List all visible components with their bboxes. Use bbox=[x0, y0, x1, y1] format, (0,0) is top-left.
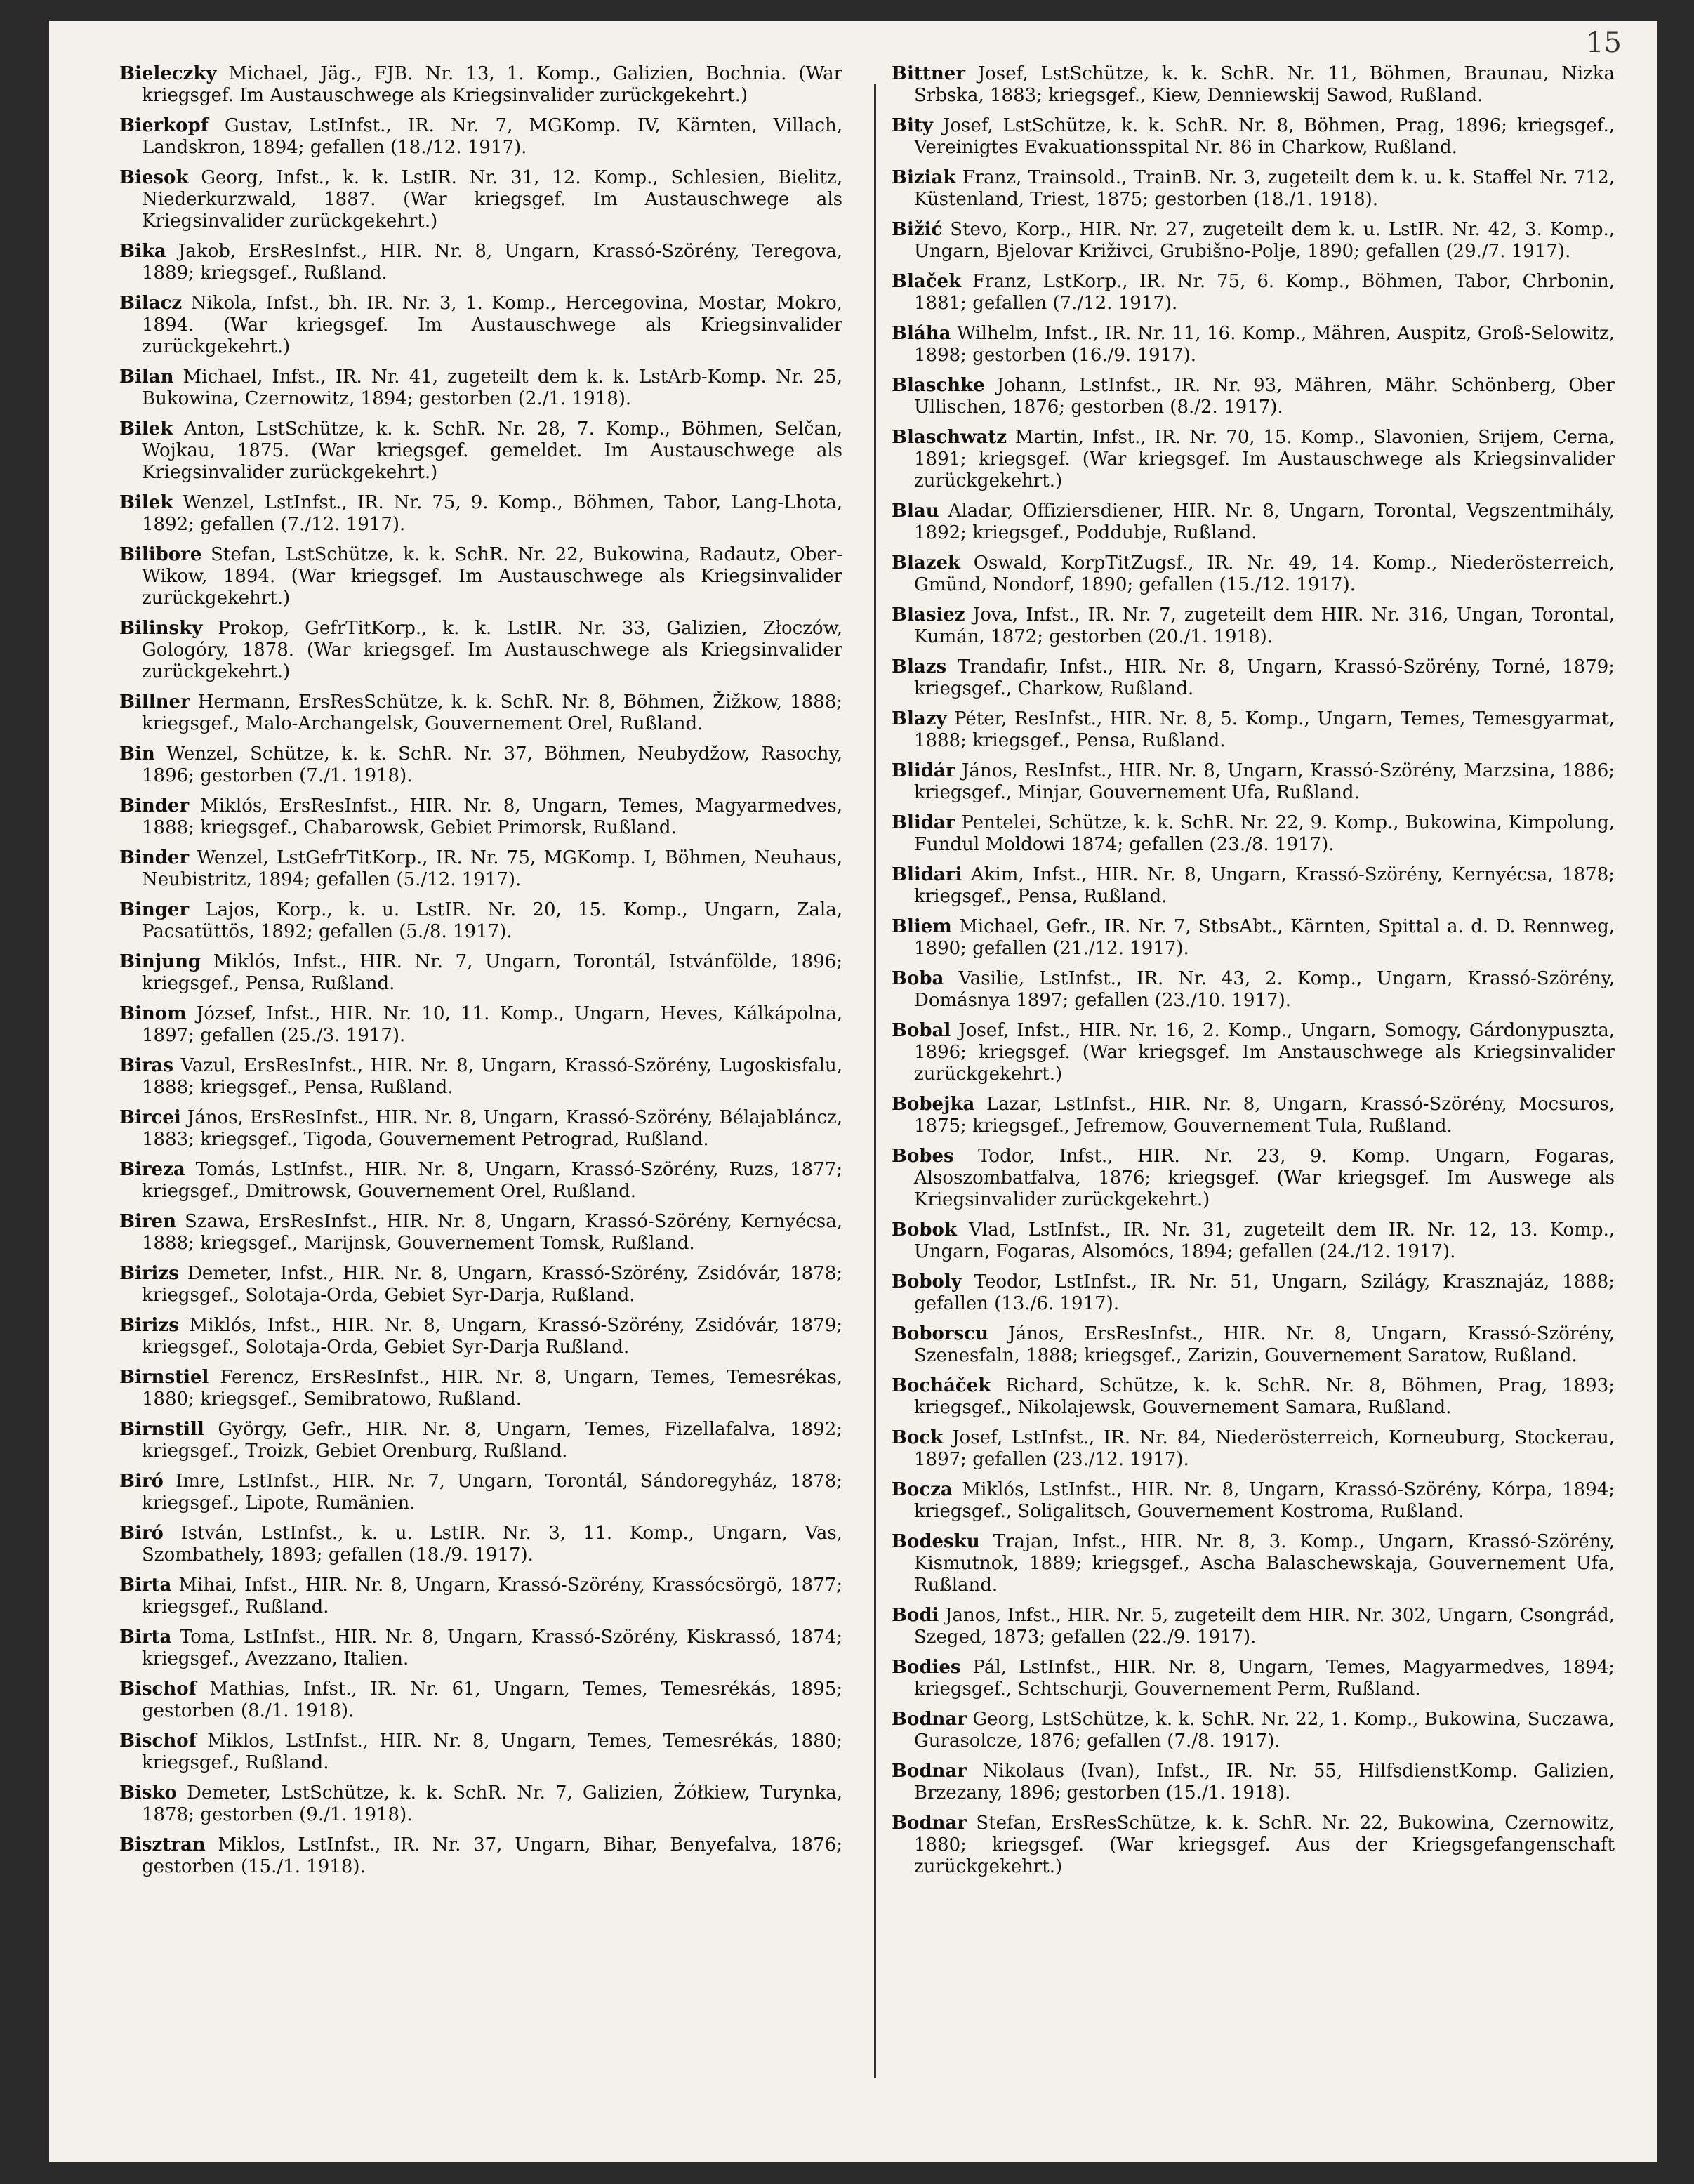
list-item bbox=[119, 293, 842, 358]
entry-surname: Bock bbox=[892, 1427, 944, 1448]
entry-surname: Blidari bbox=[892, 864, 962, 885]
list-item bbox=[892, 656, 1615, 700]
entry-surname: Binder bbox=[119, 847, 190, 868]
entry-details: Trandafir, Infst., HIR. Nr. 8, Ungarn, Krassó-Szörény, Torné, 1879; kriegsgef., Charkow, Rußland. bbox=[914, 656, 1615, 699]
entry-surname: Bisztran bbox=[119, 1834, 206, 1855]
entry-details: Pál, LstInfst., HIR. Nr. 8, Ungarn, Temes, Magyarmedves, 1894; kriegsgef., Schtschurji, Gouvernement Perm, Rußland. bbox=[914, 1657, 1615, 1700]
list-item bbox=[892, 63, 1615, 107]
entry-surname: Blidar bbox=[892, 812, 955, 833]
entry-details: Akim, Infst., HIR. Nr. 8, Ungarn, Krassó-Szörény, Kernyécsa, 1878; kriegsgef., Pensa, Rußland. bbox=[914, 864, 1615, 907]
list-item bbox=[119, 743, 842, 787]
entry-surname: Bodies bbox=[892, 1657, 961, 1678]
list-item bbox=[119, 63, 842, 107]
entry-details: Demeter, Infst., HIR. Nr. 8, Ungarn, Krassó-Szörény, Zsidóvár, 1878; kriegsgef., Solotaja-Orda, Gebiet Syr-Darja, Rußland. bbox=[142, 1263, 842, 1306]
entry-surname: Bilan bbox=[119, 366, 174, 388]
page-number: 15 bbox=[1586, 27, 1622, 59]
entry-surname: Blazy bbox=[892, 708, 947, 729]
list-item bbox=[119, 795, 842, 839]
entry-surname: Bilinsky bbox=[119, 618, 203, 639]
entry-details: Johann, LstInfst., IR. Nr. 93, Mähren, Mähr. Schönberg, Ober Ullischen, 1876; gestorben (8./2. 1917). bbox=[914, 375, 1615, 418]
entry-details: Franz, LstKorp., IR. Nr. 75, 6. Komp., Böhmen, Tabor, Chrbonin, 1881; gefallen (7./12. 1917). bbox=[914, 271, 1615, 314]
left-column bbox=[119, 63, 842, 2113]
entry-surname: Bilek bbox=[119, 418, 173, 439]
list-item bbox=[119, 1263, 842, 1306]
entry-surname: Bobes bbox=[892, 1146, 954, 1167]
entry-details: Miklós, LstInfst., HIR. Nr. 8, Ungarn, Krassó-Szörény, Kórpa, 1894; kriegsgef., Soligalitsch, Gouvernement Kostroma, Rußland. bbox=[914, 1479, 1615, 1522]
entry-details: Szawa, ErsResInfst., HIR. Nr. 8, Ungarn, Krassó-Szörény, Kernyécsa, 1888; kriegsgef., Marijnsk, Gouvernement Tomsk, Rußland. bbox=[142, 1211, 842, 1254]
entry-details: Janos, Infst., HIR. Nr. 5, zugeteilt dem HIR. Nr. 302, Ungarn, Csongrád, Szeged, 1873; gefallen (22./9. 1917). bbox=[914, 1605, 1615, 1648]
entry-details: Miklós, Infst., HIR. Nr. 8, Ungarn, Krassó-Szörény, Zsidóvár, 1879; kriegsgef., Solotaja-Orda, Gebiet Syr-Darja Rußland. bbox=[142, 1315, 842, 1358]
list-item bbox=[119, 899, 842, 943]
entry-details: Todor, Infst., HIR. Nr. 23, 9. Komp. Ungarn, Fogaras, Alsoszombatfalva, 1876; kriegsgef. (War kriegsgef. Im Auswege als Kriegsinvalider zurückgekehrt.) bbox=[914, 1146, 1615, 1210]
entry-details: Péter, ResInfst., HIR. Nr. 8, 5. Komp., Ungarn, Temes, Temesgyarmat, 1888; kriegsgef., Pensa, Rußland. bbox=[914, 708, 1615, 751]
entry-surname: Bischof bbox=[119, 1679, 197, 1700]
entry-surname: Bilek bbox=[119, 492, 173, 513]
entry-details: János, ErsResInfst., HIR. Nr. 8, Ungarn, Krassó-Szörény, Szenesfaln, 1888; kriegsgef., Zarizin, Gouvernement Saratow, Rußland. bbox=[914, 1323, 1615, 1366]
entry-surname: Bilacz bbox=[119, 293, 183, 314]
entry-details: Michael, Jäg., FJB. Nr. 13, 1. Komp., Galizien, Bochnia. (War kriegsgef. Im Austauschwege als Kriegsinvalider zurückgekehrt.) bbox=[142, 63, 842, 106]
entry-surname: Bláha bbox=[892, 323, 951, 344]
entry-details: Mihai, Infst., HIR. Nr. 8, Ungarn, Krassó-Szörény, Krassócsörgö, 1877; kriegsgef., Rußland. bbox=[142, 1575, 842, 1617]
entry-surname: Boborscu bbox=[892, 1323, 988, 1344]
entry-details: Josef, Infst., HIR. Nr. 16, 2. Komp., Ungarn, Somogy, Gárdonypuszta, 1896; kriegsgef. (War kriegsgef. Im Anstauschwege als Kriegsinvalider zurückgekehrt.) bbox=[914, 1020, 1615, 1085]
list-item bbox=[119, 366, 842, 410]
entry-surname: Birnstiel bbox=[119, 1367, 209, 1388]
list-item bbox=[892, 760, 1615, 804]
list-item bbox=[892, 1479, 1615, 1523]
entry-details: Lazar, LstInfst., HIR. Nr. 8, Ungarn, Krassó-Szörény, Mocsuros, 1875; kriegsgef., Jefremow, Gouvernement Tula, Rußland. bbox=[914, 1094, 1615, 1137]
entry-surname: Birizs bbox=[119, 1315, 179, 1336]
list-item bbox=[892, 427, 1615, 492]
document-page bbox=[49, 21, 1657, 2162]
list-item bbox=[119, 492, 842, 536]
list-item bbox=[119, 167, 842, 232]
right-column bbox=[892, 63, 1615, 2113]
entry-details: Wenzel, LstInfst., IR. Nr. 75, 9. Komp., Böhmen, Tabor, Lang-Lhota, 1892; gefallen (7./12. 1917). bbox=[142, 492, 842, 535]
entry-surname: Birizs bbox=[119, 1263, 179, 1284]
entry-surname: Bižić bbox=[892, 219, 943, 240]
entry-details: Demeter, LstSchütze, k. k. SchR. Nr. 7, Galizien, Żółkiew, Turynka, 1878; gestorben (9./1. 1918). bbox=[142, 1782, 842, 1825]
entry-details: Anton, LstSchütze, k. k. SchR. Nr. 28, 7. Komp., Böhmen, Selčan, Wojkau, 1875. (War kriegsgef. gemeldet. Im Austauschwege als Kriegsinvalider zurückgekehrt.) bbox=[142, 418, 842, 483]
list-item bbox=[119, 618, 842, 683]
entry-details: Tomás, LstInfst., HIR. Nr. 8, Ungarn, Krassó-Szörény, Ruzs, 1877; kriegsgef., Dmitrowsk, Gouvernement Orel, Rußland. bbox=[142, 1159, 842, 1202]
entry-details: Josef, LstSchütze, k. k. SchR. Nr. 11, Böhmen, Braunau, Nizka Srbska, 1883; kriegsgef., Kiew, Denniewskij Sawod, Rußland. bbox=[914, 63, 1615, 106]
column-divider bbox=[874, 84, 876, 2078]
list-item bbox=[892, 1813, 1615, 1878]
entry-surname: Birta bbox=[119, 1627, 172, 1648]
entry-surname: Bittner bbox=[892, 63, 966, 84]
list-item bbox=[892, 916, 1615, 960]
entry-details: Lajos, Korp., k. u. LstIR. Nr. 20, 15. Komp., Ungarn, Zala, Pacsatüttös, 1892; gefallen (5./8. 1917). bbox=[142, 899, 842, 942]
list-item bbox=[119, 1730, 842, 1774]
entry-surname: Bireza bbox=[119, 1159, 185, 1180]
list-item bbox=[892, 552, 1615, 596]
entry-surname: Bobejka bbox=[892, 1094, 975, 1115]
entry-surname: Blaček bbox=[892, 271, 962, 292]
entry-details: Nikolaus (Ivan), Infst., IR. Nr. 55, HilfsdienstKomp. Galizien, Brzezany, 1896; gestorben (15./1. 1918). bbox=[914, 1761, 1615, 1804]
entry-details: Stevo, Korp., HIR. Nr. 27, zugeteilt dem k. u. LstIR. Nr. 42, 3. Komp., Ungarn, Bjelovar Križivci, Grubišno-Polje, 1890; gefallen (29./7. 1917). bbox=[914, 219, 1615, 262]
entry-surname: Birta bbox=[119, 1575, 172, 1596]
entry-details: Franz, Trainsold., TrainB. Nr. 3, zugeteilt dem k. u. k. Staffel Nr. 712, Küstenland, Triest, 1875; gestorben (18./1. 1918). bbox=[914, 167, 1615, 210]
entry-surname: Bodesku bbox=[892, 1531, 980, 1552]
list-item bbox=[119, 1834, 842, 1878]
list-item bbox=[892, 812, 1615, 856]
entry-details: Oswald, KorpTitZugsf., IR. Nr. 49, 14. Komp., Niederösterreich, Gmünd, Nondorf, 1890; gefallen (15./12. 1917). bbox=[914, 552, 1615, 595]
list-item bbox=[892, 864, 1615, 908]
entry-details: Vazul, ErsResInfst., HIR. Nr. 8, Ungarn, Krassó-Szörény, Lugoskisfalu, 1888; kriegsgef., Pensa, Rußland. bbox=[142, 1055, 842, 1098]
entry-surname: Birnstill bbox=[119, 1419, 204, 1440]
entry-details: Wenzel, Schütze, k. k. SchR. Nr. 37, Böhmen, Neubydžow, Rasochy, 1896; gestorben (7./1. 1918). bbox=[142, 743, 842, 786]
entry-surname: Bika bbox=[119, 241, 166, 262]
entry-surname: Binger bbox=[119, 899, 190, 920]
entry-details: Gustav, LstInfst., IR. Nr. 7, MGKomp. IV, Kärnten, Villach, Landskron, 1894; gefallen (18./12. 1917). bbox=[142, 115, 842, 158]
entry-surname: Blazs bbox=[892, 656, 947, 677]
entry-details: Stefan, ErsResSchütze, k. k. SchR. Nr. 22, Bukowina, Czernowitz, 1880; kriegsgef. (War kriegsgef. Aus der Kriegsgefangenschaft zurückgekehrt.) bbox=[914, 1813, 1615, 1877]
list-item bbox=[119, 1107, 842, 1151]
entry-details: Toma, LstInfst., HIR. Nr. 8, Ungarn, Krassó-Szörény, Kiskrassó, 1874; kriegsgef., Avezzano, Italien. bbox=[142, 1627, 842, 1669]
entry-surname: Biró bbox=[119, 1523, 164, 1544]
entry-surname: Binjung bbox=[119, 951, 201, 972]
entry-surname: Bliem bbox=[892, 916, 952, 937]
list-item bbox=[119, 544, 842, 609]
entry-surname: Biró bbox=[119, 1471, 164, 1492]
entry-details: Richard, Schütze, k. k. SchR. Nr. 8, Böhmen, Prag, 1893; kriegsgef., Nikolajewsk, Gouvernement Samara, Rußland. bbox=[914, 1375, 1615, 1418]
list-item bbox=[892, 375, 1615, 418]
entry-details: Jakob, ErsResInfst., HIR. Nr. 8, Ungarn, Krassó-Szörény, Teregova, 1889; kriegsgef., Rußland. bbox=[142, 241, 842, 284]
list-item bbox=[892, 1094, 1615, 1137]
entry-details: Mathias, Infst., IR. Nr. 61, Ungarn, Temes, Temesrékás, 1895; gestorben (8./1. 1918). bbox=[142, 1679, 842, 1721]
entry-surname: Binom bbox=[119, 1003, 187, 1024]
list-item bbox=[119, 1523, 842, 1566]
list-item bbox=[119, 1003, 842, 1047]
list-item bbox=[119, 1679, 842, 1722]
entry-surname: Binder bbox=[119, 795, 190, 816]
list-item bbox=[892, 1709, 1615, 1752]
list-item bbox=[119, 1471, 842, 1514]
entry-details: János, ErsResInfst., HIR. Nr. 8, Ungarn, Krassó-Szörény, Bélajabláncz, 1883; kriegsgef., Tigoda, Gouvernement Petrograd, Rußland. bbox=[142, 1107, 842, 1150]
list-item bbox=[119, 847, 842, 891]
list-item bbox=[892, 1761, 1615, 1804]
entry-surname: Bieleczky bbox=[119, 63, 217, 84]
list-item bbox=[119, 1575, 842, 1618]
list-item bbox=[892, 968, 1615, 1012]
entry-details: Wenzel, LstGefrTitKorp., IR. Nr. 75, MGKomp. I, Böhmen, Neuhaus, Neubistritz, 1894; gefallen (5./12. 1917). bbox=[142, 847, 842, 890]
list-item bbox=[119, 1159, 842, 1203]
list-item bbox=[892, 1146, 1615, 1211]
entry-surname: Bisko bbox=[119, 1782, 177, 1804]
entry-surname: Bierkopf bbox=[119, 115, 209, 136]
entry-details: Stefan, LstSchütze, k. k. SchR. Nr. 22, Bukowina, Radautz, Ober-Wikow, 1894. (War kriegsgef. Im Austauschwege als Kriegsinvalider zurückgekehrt.) bbox=[142, 544, 842, 609]
entry-surname: Bin bbox=[119, 743, 155, 765]
entry-details: Georg, LstSchütze, k. k. SchR. Nr. 22, 1. Komp., Bukowina, Suczawa, Gurasolcze, 1876; gefallen (7./8. 1917). bbox=[914, 1709, 1615, 1752]
entry-surname: Biras bbox=[119, 1055, 174, 1076]
list-item bbox=[892, 604, 1615, 648]
entry-surname: Blasiez bbox=[892, 604, 965, 626]
entry-details: Nikola, Infst., bh. IR. Nr. 3, 1. Komp., Hercegovina, Mostar, Mokro, 1894. (War kriegsgef. Im Austauschwege als Kriegsinvalider zurückgekehrt.) bbox=[142, 293, 842, 357]
entry-details: Pentelei, Schütze, k. k. SchR. Nr. 22, 9. Komp., Bukowina, Kimpolung, Fundul Moldowi 1874; gefallen (23./8. 1917). bbox=[914, 812, 1615, 855]
list-item bbox=[119, 1367, 842, 1410]
list-item bbox=[119, 1419, 842, 1462]
list-item bbox=[892, 1020, 1615, 1085]
entry-details: József, Infst., HIR. Nr. 10, 11. Komp., Ungarn, Heves, Kálkápolna, 1897; gefallen (25./3. 1917). bbox=[142, 1003, 842, 1046]
entry-details: Michael, Gefr., IR. Nr. 7, StbsAbt., Kärnten, Spittal a. d. D. Rennweg, 1890; gefallen (21./12. 1917). bbox=[914, 916, 1615, 959]
entry-details: Georg, Infst., k. k. LstIR. Nr. 31, 12. Komp., Schlesien, Bielitz, Niederkurzwald, 1887. (War kriegsgef. Im Austauschwege als Kriegsinvalider zurückgekehrt.) bbox=[142, 167, 842, 232]
entry-surname: Bodnar bbox=[892, 1761, 967, 1782]
list-item bbox=[892, 271, 1615, 315]
entry-surname: Blazek bbox=[892, 552, 961, 574]
entry-surname: Bircei bbox=[119, 1107, 181, 1128]
entry-surname: Blaschwatz bbox=[892, 427, 1007, 448]
entry-surname: Biziak bbox=[892, 167, 956, 188]
list-item bbox=[892, 1605, 1615, 1648]
list-item bbox=[892, 167, 1615, 211]
list-item bbox=[892, 501, 1615, 544]
list-item bbox=[892, 1271, 1615, 1315]
entry-surname: Bodnar bbox=[892, 1813, 967, 1834]
entry-details: Miklós, Infst., HIR. Nr. 7, Ungarn, Torontál, Istvánfölde, 1896; kriegsgef., Pensa, Rußland. bbox=[142, 951, 842, 994]
entry-details: Prokop, GefrTitKorp., k. k. LstIR. Nr. 33, Galizien, Złoczów, Gologóry, 1878. (War kriegsgef. Im Austauschwege als Kriegsinvalider zurückgekehrt.) bbox=[142, 618, 842, 682]
entry-surname: Bocza bbox=[892, 1479, 953, 1500]
list-item bbox=[119, 115, 842, 159]
entry-surname: Bobal bbox=[892, 1020, 951, 1041]
entry-details: Vlad, LstInfst., IR. Nr. 31, zugeteilt dem IR. Nr. 12, 13. Komp., Ungarn, Fogaras, Alsomócs, 1894; gefallen (24./12. 1917). bbox=[914, 1219, 1615, 1262]
entry-details: János, ResInfst., HIR. Nr. 8, Ungarn, Krassó-Szörény, Marzsina, 1886; kriegsgef., Minjar, Gouvernement Ufa, Rußland. bbox=[914, 760, 1615, 803]
entry-surname: Bodi bbox=[892, 1605, 939, 1626]
entry-details: Hermann, ErsResSchütze, k. k. SchR. Nr. 8, Böhmen, Žižkow, 1888; kriegsgef., Malo-Archangelsk, Gouvernement Orel, Rußland. bbox=[142, 691, 842, 734]
list-item bbox=[119, 1627, 842, 1670]
entry-surname: Bilibore bbox=[119, 544, 202, 565]
entry-surname: Biesok bbox=[119, 167, 189, 188]
entry-details: Wilhelm, Infst., IR. Nr. 11, 16. Komp., Mähren, Auspitz, Groß-Selowitz, 1898; gestorben (16./9. 1917). bbox=[914, 323, 1615, 366]
entry-details: György, Gefr., HIR. Nr. 8, Ungarn, Temes, Fizellafalva, 1892; kriegsgef., Troizk, Gebiet Orenburg, Rußland. bbox=[142, 1419, 842, 1462]
list-item bbox=[892, 1427, 1615, 1471]
entry-details: Josef, LstInfst., IR. Nr. 84, Niederösterreich, Korneuburg, Stockerau, 1897; gefallen (23./12. 1917). bbox=[914, 1427, 1615, 1470]
entry-details: Trajan, Infst., HIR. Nr. 8, 3. Komp., Ungarn, Krassó-Szörény, Kismutnok, 1889; kriegsgef., Ascha Balaschewskaja, Gouvernement Ufa, Rußland. bbox=[914, 1531, 1615, 1596]
entry-surname: Bocháček bbox=[892, 1375, 991, 1396]
entry-details: Vasilie, LstInfst., IR. Nr. 43, 2. Komp., Ungarn, Krassó-Szörény, Domásnya 1897; gefallen (23./10. 1917). bbox=[914, 968, 1615, 1011]
list-item bbox=[892, 323, 1615, 366]
two-column-layout bbox=[105, 63, 1615, 2113]
entry-surname: Bodnar bbox=[892, 1709, 967, 1730]
list-item bbox=[119, 1315, 842, 1358]
list-item bbox=[892, 708, 1615, 752]
list-item bbox=[119, 1782, 842, 1826]
entry-surname: Blau bbox=[892, 501, 939, 522]
list-item bbox=[892, 1375, 1615, 1419]
entry-details: Miklos, LstInfst., IR. Nr. 37, Ungarn, Bihar, Benyefalva, 1876; gestorben (15./1. 1918). bbox=[142, 1834, 842, 1877]
entry-surname: Blaschke bbox=[892, 375, 985, 396]
entry-surname: Biren bbox=[119, 1211, 176, 1232]
list-item bbox=[119, 418, 842, 484]
entry-surname: Bobok bbox=[892, 1219, 957, 1240]
entry-details: Teodor, LstInfst., IR. Nr. 51, Ungarn, Szilágy, Krasznajáz, 1888; gefallen (13./6. 1917). bbox=[914, 1271, 1615, 1314]
list-item bbox=[119, 951, 842, 995]
entry-details: Miklos, LstInfst., HIR. Nr. 8, Ungarn, Temes, Temesrékás, 1880; kriegsgef., Rußland. bbox=[142, 1730, 842, 1773]
list-item bbox=[119, 241, 842, 284]
entry-surname: Bity bbox=[892, 115, 933, 136]
entry-surname: Boboly bbox=[892, 1271, 962, 1292]
list-item bbox=[119, 1055, 842, 1099]
entry-details: Ferencz, ErsResInfst., HIR. Nr. 8, Ungarn, Temes, Temesrékas, 1880; kriegsgef., Semibratowo, Rußland. bbox=[142, 1367, 842, 1410]
list-item bbox=[892, 1219, 1615, 1263]
entry-surname: Blidár bbox=[892, 760, 955, 781]
entry-details: Miklós, ErsResInfst., HIR. Nr. 8, Ungarn, Temes, Magyarmedves, 1888; kriegsgef., Chabarowsk, Gebiet Primorsk, Rußland. bbox=[142, 795, 842, 838]
entry-details: Imre, LstInfst., HIR. Nr. 7, Ungarn, Torontál, Sándoregyház, 1878; kriegsgef., Lipote, Rumänien. bbox=[142, 1471, 842, 1514]
entry-details: Michael, Infst., IR. Nr. 41, zugeteilt dem k. k. LstArb-Komp. Nr. 25, Bukowina, Czernowitz, 1894; gestorben (2./1. 1918). bbox=[142, 366, 842, 409]
entry-surname: Bischof bbox=[119, 1730, 197, 1752]
entry-details: Aladar, Offiziersdiener, HIR. Nr. 8, Ungarn, Torontal, Vegszentmihály, 1892; kriegsgef., Poddubje, Rußland. bbox=[914, 501, 1615, 543]
list-item bbox=[892, 219, 1615, 263]
entry-surname: Billner bbox=[119, 691, 190, 713]
list-item bbox=[892, 1657, 1615, 1700]
list-item bbox=[119, 691, 842, 735]
list-item bbox=[119, 1211, 842, 1255]
entry-details: Martin, Infst., IR. Nr. 70, 15. Komp., Slavonien, Srijem, Cerna, 1891; kriegsgef. (War kriegsgef. Im Austauschwege als Kriegsinvalider zurückgekehrt.) bbox=[914, 427, 1615, 491]
list-item bbox=[892, 1323, 1615, 1367]
list-item bbox=[892, 1531, 1615, 1596]
list-item bbox=[892, 115, 1615, 159]
entry-details: Jova, Infst., IR. Nr. 7, zugeteilt dem HIR. Nr. 316, Ungan, Torontal, Kumán, 1872; gestorben (20./1. 1918). bbox=[914, 604, 1615, 647]
entry-details: István, LstInfst., k. u. LstIR. Nr. 3, 11. Komp., Ungarn, Vas, Szombathely, 1893; gefallen (18./9. 1917). bbox=[142, 1523, 842, 1566]
entry-details: Josef, LstSchütze, k. k. SchR. Nr. 8, Böhmen, Prag, 1896; kriegsgef., Vereinigtes Evakuationsspital Nr. 86 in Charkow, Rußland. bbox=[914, 115, 1615, 158]
entry-surname: Boba bbox=[892, 968, 944, 989]
